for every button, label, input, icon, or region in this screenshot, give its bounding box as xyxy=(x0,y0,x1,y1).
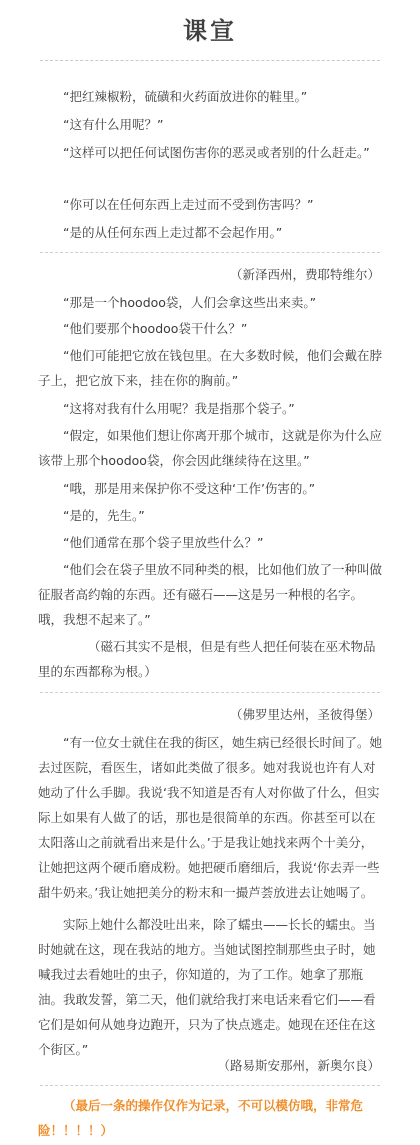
paragraph: “把红辣椒粉，硫磺和火药面放进你的鞋里。” xyxy=(63,89,308,104)
paragraph: “这将对我有什么用呢？我是指那个袋子。” xyxy=(63,401,295,416)
paragraph: “这样可以把任何试图伤害你的恶灵或者别的什么赶走。” xyxy=(63,145,370,160)
paragraph: “这有什么用呢？” xyxy=(63,117,164,132)
title-divider xyxy=(40,60,380,61)
paragraph: “是的从任何东西上走过都不会起作用。” xyxy=(63,225,283,240)
paragraph: 实际上她什么都没吐出来，除了蠕虫——长长的蠕虫。当时她就在这，现在我站的地方。当她试图控制那些虫子时，她喊我过去看她吐的虫子，你知道的，为了工作。她拿了那瓶油。我敢发誓，第二天，他们就给我打来电话来看它们——看它们是如何从她身边跑开，只为了快点逃走。她现在还住在这个街区。” xyxy=(38,917,376,1057)
page-title: 课宣 xyxy=(183,17,237,45)
section-divider xyxy=(40,692,380,693)
paragraph-note: （磁石其实不是根，但是有些人把任何装在巫术物品里的东西都称为根。） xyxy=(38,639,376,679)
paragraph: “你可以在任何东西上走过而不受到伤害吗？” xyxy=(63,197,314,212)
source-attribution: （路易斯安那州，新奥尔良） xyxy=(217,1058,380,1073)
paragraph: “是的，先生。” xyxy=(63,508,145,523)
paragraph: “他们通常在那个袋子里放些什么？” xyxy=(63,535,264,550)
source-attribution: （新泽西州，费耶特维尔） xyxy=(229,267,380,282)
paragraph: “有一位女士就住在我的街区，她生病已经很长时间了。她去过医院，看医生，诸如此类做了很多。她对我说也许有人对她动了什么手脚。我说‘我不知道是否有人对你做了什么，但实际上如果有人做了的话，那也是很简单的东西。你甚至可以在太阳落山之前就看出来是什么。’于是我让她找来两个十美分，让她把这两个硬币磨成粉。她把硬币磨细后，我说‘你去弄一些甜牛奶来。’我让她把美分的粉末和一撮芦荟放进去让她喝了。 xyxy=(38,735,382,900)
paragraph: “他们要那个hoodoo袋干什么？” xyxy=(63,321,248,336)
paragraph: “哦，那是用来保护你不受这种‘工作’伤害的。” xyxy=(63,481,316,496)
paragraph: “他们会在袋子里放不同种类的根，比如他们放了一种叫做征服者高约翰的东西。还有磁石——这是另一种根的名字。哦，我想不起来了。” xyxy=(38,562,382,627)
source-attribution: （佛罗里达州，圣彼得堡） xyxy=(229,707,380,722)
paragraph: “假定，如果他们想让你离开那个城市，这就是你为什么应该带上那个hoodoo袋，你会因此继续待在这里。” xyxy=(38,428,382,468)
title-area xyxy=(0,14,420,48)
paragraph: “他们可能把它放在钱包里。在大多数时候，他们会戴在脖子上，把它放下来，挂在你的胸前。” xyxy=(38,348,382,388)
section-divider xyxy=(40,1085,380,1086)
warning-note: （最后一条的操作仅作为记录，不可以模仿哦，非常危险！！！！） xyxy=(38,1098,364,1138)
section-divider xyxy=(40,252,380,253)
paragraph: “那是一个hoodoo袋，人们会拿这些出来卖。” xyxy=(63,295,317,310)
